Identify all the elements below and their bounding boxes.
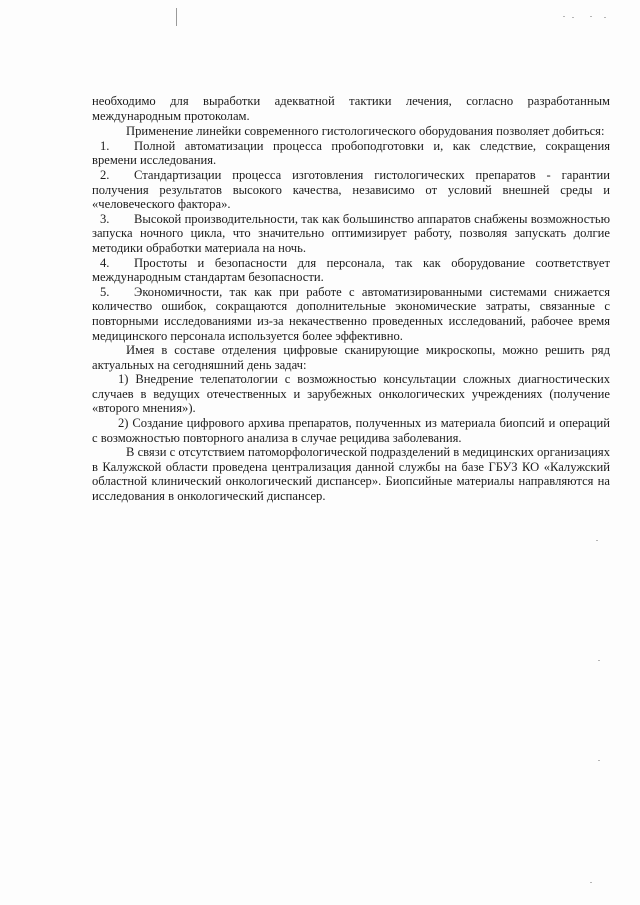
scan-speck bbox=[590, 16, 592, 17]
list-item-text: Полной автоматизации процесса пробоподготовки и, как следствие, сокращения времени исследования. bbox=[92, 138, 610, 168]
list-item-number: 2. bbox=[100, 167, 110, 182]
scan-speck bbox=[590, 882, 592, 883]
paragraph-conclusion: В связи с отсутствием патоморфологической подразделений в медицинских организациях в Калужской области проведена централизация данной службы на базе ГБУЗ КО «Калужский областной клинический онкологический диспансер». Биопсийные материалы направляются на исследования в онкологический диспансер. bbox=[92, 445, 610, 504]
scan-speck bbox=[598, 660, 600, 661]
list-item-number: 3. bbox=[100, 211, 110, 226]
scan-speck bbox=[572, 17, 574, 18]
task-digital-archive: 2) Создание цифрового архива препаратов, полученных из материала биопсий и операций с возможностью повторного анализа в случае рецидива заболевания. bbox=[92, 416, 610, 445]
scan-speck bbox=[604, 17, 606, 18]
scan-speck bbox=[563, 16, 565, 17]
task-telepathology: 1) Внедрение телепатологии с возможностью консультации сложных диагностических случаев в ведущих отечественных и зарубежных онкологических учреждениях (получение «второго мнения»). bbox=[92, 372, 610, 416]
scan-speck bbox=[596, 540, 598, 541]
paragraph-equipment-intro: Применение линейки современного гистологического оборудования позволяет добиться: bbox=[126, 124, 605, 139]
document-body bbox=[92, 94, 610, 504]
list-item-text: Экономичности, так как при работе с автоматизированными системами снижается количество ошибок, сокращаются дополнительные экономические затраты, связанные с повторными исследованиями из-за некачественно проведенных исследований, рабочее время медицинского персонала используется более эффективно. bbox=[92, 284, 610, 343]
paragraph-scanners-intro: Имея в составе отделения цифровые сканирующие микроскопы, можно решить ряд актуальных на сегодняшний день задач: bbox=[92, 343, 610, 372]
list-item-text: Простоты и безопасности для персонала, так как оборудование соответствует международным стандартам безопасности. bbox=[92, 255, 610, 285]
scan-speck bbox=[598, 760, 600, 761]
list-item bbox=[92, 168, 610, 212]
list-item-text: Стандартизации процесса изготовления гистологических препаратов - гарантии получения результатов высокого качества, независимо от условий внешней среды и «человеческого фактора». bbox=[92, 167, 610, 212]
list-item bbox=[92, 256, 610, 285]
paragraph-protocols: необходимо для выработки адекватной тактики лечения, согласно разработанным международным протоколам. bbox=[92, 94, 610, 123]
list-item-text: Высокой производительности, так как большинство аппаратов снабжены возможностью запуска ночного цикла, что значительно оптимизирует работу, позволяя запускать долгие методики обработки материала на ночь. bbox=[92, 211, 610, 255]
list-item-number: 1. bbox=[100, 138, 110, 153]
list-item bbox=[92, 212, 610, 256]
list-item-number: 5. bbox=[100, 284, 110, 299]
scan-artifact-line bbox=[176, 8, 177, 26]
list-item bbox=[92, 139, 610, 168]
list-item-number: 4. bbox=[100, 255, 110, 270]
list-item bbox=[92, 285, 610, 343]
